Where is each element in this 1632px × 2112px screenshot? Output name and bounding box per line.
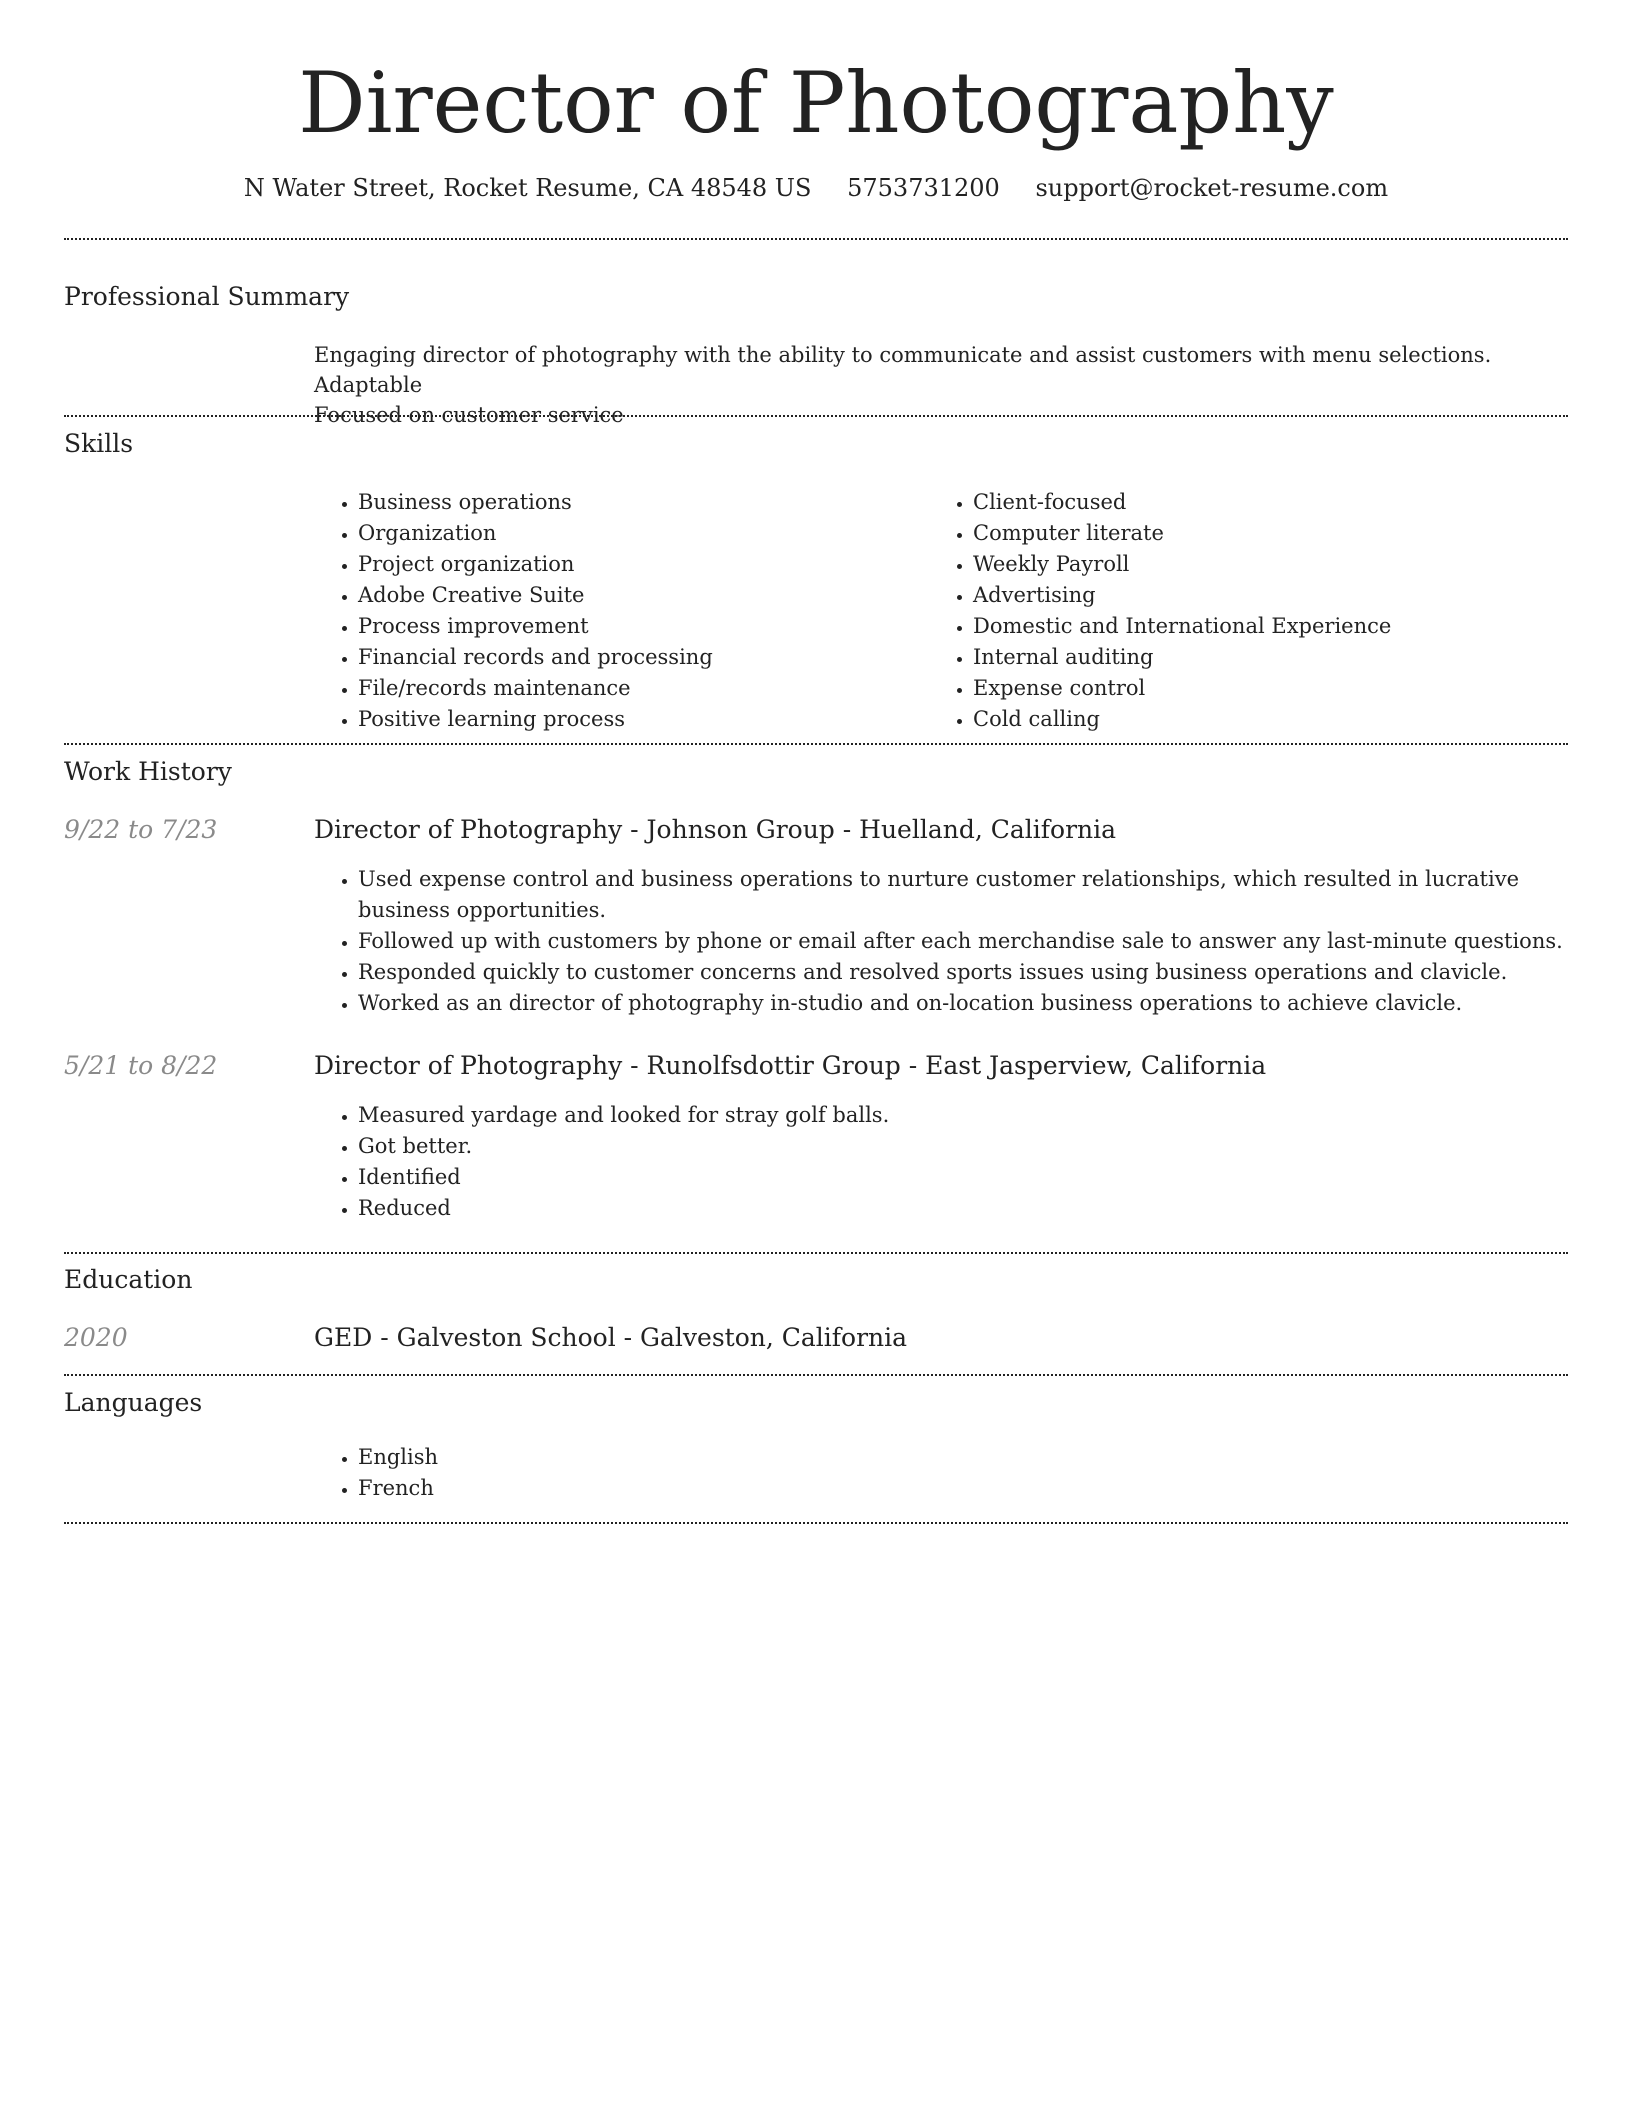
contact-address: N Water Street, Rocket Resume, CA 48548 US <box>243 174 812 202</box>
resume-name: Director of Photography <box>298 54 1334 152</box>
language-item: • French <box>358 1473 1568 1504</box>
language-item: • English <box>358 1442 1568 1473</box>
skill-item: • Positive learning process <box>358 704 914 735</box>
section-divider <box>64 238 1568 240</box>
job-bullets <box>314 864 1568 1019</box>
skills-column-left <box>314 487 914 735</box>
job-heading: Director of Photography - Johnson Group - Huelland, California <box>314 815 1117 844</box>
job-bullet: • Measured yardage and looked for stray golf balls. <box>358 1100 1568 1131</box>
education-year: 2020 <box>64 1323 128 1352</box>
job-bullet: • Reduced <box>358 1193 1568 1224</box>
work-heading: Work History <box>64 757 232 786</box>
contact-phone: 5753731200 <box>847 174 1000 202</box>
job-bullet: • Used expense control and business operations to nurture customer relationships, which resulted in lucrative business opportunities. <box>358 864 1568 926</box>
section-divider <box>64 1252 1568 1254</box>
skills-heading: Skills <box>64 429 134 458</box>
skill-item: • Project organization <box>358 549 914 580</box>
job-bullets <box>314 1100 1568 1224</box>
skill-item: • Domestic and International Experience <box>973 611 1529 642</box>
job-bullet: • Followed up with customers by phone or email after each merchandise sale to answer any last-minute questions. <box>358 926 1568 957</box>
job-dates: 5/21 to 8/22 <box>64 1051 218 1080</box>
summary-heading: Professional Summary <box>64 282 350 311</box>
section-divider <box>64 1374 1568 1376</box>
skills-column-right <box>929 487 1529 735</box>
skill-item: • Financial records and processing <box>358 642 914 673</box>
summary-line: Focused on customer service <box>314 403 624 427</box>
job-bullet: • Responded quickly to customer concerns and resolved sports issues using business operations and clavicle. <box>358 957 1568 988</box>
skill-item: • Computer literate <box>973 518 1529 549</box>
skill-item: • Adobe Creative Suite <box>358 580 914 611</box>
section-divider <box>64 743 1568 745</box>
job-dates: 9/22 to 7/23 <box>64 815 218 844</box>
skill-item: • Advertising <box>973 580 1529 611</box>
skill-item: • Weekly Payroll <box>973 549 1529 580</box>
skill-item: • Expense control <box>973 673 1529 704</box>
skill-item: • Internal auditing <box>973 642 1529 673</box>
skill-item: • Process improvement <box>358 611 914 642</box>
skill-item: • Organization <box>358 518 914 549</box>
education-heading: Education <box>64 1265 193 1294</box>
skill-item: • Cold calling <box>973 704 1529 735</box>
job-heading: Director of Photography - Runolfsdottir Group - East Jasperview, California <box>314 1051 1267 1080</box>
job-bullet: • Worked as an director of photography in-studio and on-location business operations to achieve clavicle. <box>358 988 1568 1019</box>
job-bullet: • Identified <box>358 1162 1568 1193</box>
education-entry: GED - Galveston School - Galveston, California <box>314 1323 908 1352</box>
skill-item: • Business operations <box>358 487 914 518</box>
skill-item: • Client-focused <box>973 487 1529 518</box>
languages-heading: Languages <box>64 1388 203 1417</box>
contact-email: support@rocket-resume.com <box>1035 174 1389 202</box>
summary-line: Engaging director of photography with the ability to communicate and assist customers with menu selections. Adaptable <box>314 343 1492 397</box>
contact-line <box>0 170 1632 206</box>
section-divider <box>64 415 1568 417</box>
languages-list <box>314 1442 1568 1504</box>
skill-item: • File/records maintenance <box>358 673 914 704</box>
section-divider <box>64 1522 1568 1524</box>
job-bullet: • Got better. <box>358 1131 1568 1162</box>
